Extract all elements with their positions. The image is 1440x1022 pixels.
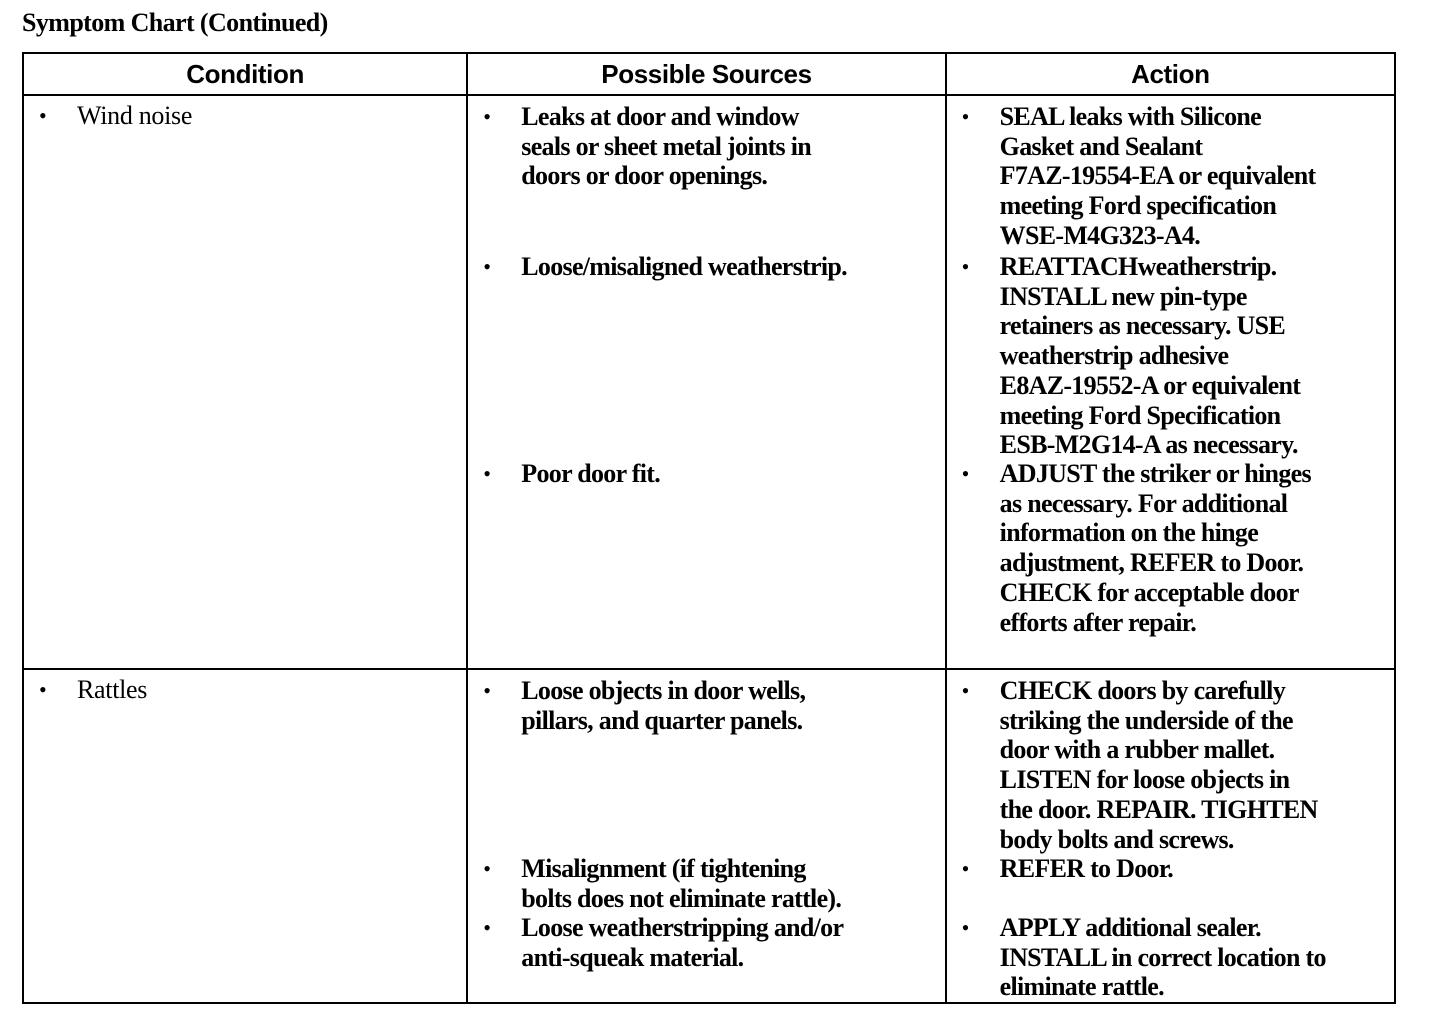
bullet-icon: • xyxy=(483,856,491,881)
bullet-icon: • xyxy=(961,678,970,703)
condition-column-header: Condition xyxy=(23,53,467,95)
bullet-icon: • xyxy=(39,677,47,702)
condition-cell xyxy=(23,95,467,669)
condition-text: Rattles xyxy=(77,675,148,704)
bullet-icon: • xyxy=(483,254,491,279)
page-title: Symptom Chart (Continued) xyxy=(22,8,328,37)
action-item xyxy=(948,676,1385,854)
action-item xyxy=(948,102,1385,251)
bullet-icon: • xyxy=(39,103,47,128)
action-cell xyxy=(946,95,1395,669)
possible-sources-cell xyxy=(467,95,945,669)
source-text: Loose weatherstripping and/or anti-squeak material. xyxy=(521,913,844,972)
condition-cell xyxy=(23,669,467,1003)
source-item xyxy=(469,102,935,191)
source-text: Loose/misaligned weatherstrip. xyxy=(521,252,847,281)
source-item xyxy=(469,676,935,735)
bullet-icon: • xyxy=(483,461,491,486)
action-text: CHECK doors by carefully striking the underside of the door with a rubber mallet. LISTEN for loose objects in the door. REPAIR. TIGHTEN body bolts and screws. xyxy=(999,676,1318,854)
condition-text: Wind noise xyxy=(77,101,193,130)
action-cell xyxy=(946,669,1395,1003)
action-text: REATTACHweatherstrip. INSTALL new pin-type retainers as necessary. USE weatherstrip adhesive E8AZ-19552-A or equivalent meeting Ford Specification ESB-M2G14-A as necessary. xyxy=(999,252,1301,460)
action-item xyxy=(948,854,1385,884)
bullet-icon: • xyxy=(961,915,970,940)
action-column-header: Action xyxy=(946,53,1395,95)
bullet-icon: • xyxy=(961,856,970,881)
bullet-icon: • xyxy=(483,678,491,703)
source-item xyxy=(469,459,935,489)
table-row-wind-noise xyxy=(23,95,1395,669)
source-text: Leaks at door and window seals or sheet metal joints in doors or door openings. xyxy=(521,102,812,191)
symptom-chart-table xyxy=(22,52,1396,1004)
possible-sources-column-header: Possible Sources xyxy=(467,53,945,95)
bullet-icon: • xyxy=(961,104,970,129)
action-item xyxy=(948,252,1385,460)
action-text: SEAL leaks with Silicone Gasket and Sealant F7AZ-19554-EA or equivalent meeting Ford specification WSE-M4G323-A4. xyxy=(999,102,1316,250)
bullet-icon: • xyxy=(961,461,970,486)
action-text: ADJUST the striker or hinges as necessary. For additional information on the hinge adjustment, REFER to Door. CHECK for acceptable door efforts after repair. xyxy=(999,459,1311,637)
action-item xyxy=(948,459,1385,637)
bullet-icon: • xyxy=(961,254,970,279)
bullet-icon: • xyxy=(483,915,491,940)
source-item xyxy=(469,913,935,972)
condition-item xyxy=(25,675,457,705)
action-item xyxy=(948,913,1385,1002)
source-text: Poor door fit. xyxy=(521,459,661,488)
source-item xyxy=(469,854,935,913)
bullet-icon: • xyxy=(483,104,491,129)
action-text: REFER to Door. xyxy=(999,854,1174,883)
source-text: Loose objects in door wells, pillars, and quarter panels. xyxy=(521,676,806,735)
table-header-row xyxy=(23,53,1395,95)
condition-item xyxy=(25,101,457,131)
source-item xyxy=(469,252,935,282)
action-text: APPLY additional sealer. INSTALL in correct location to eliminate rattle. xyxy=(999,913,1326,1002)
source-text: Misalignment (if tightening bolts does not eliminate rattle). xyxy=(521,854,842,913)
possible-sources-cell xyxy=(467,669,945,1003)
table-row-rattles xyxy=(23,669,1395,1003)
